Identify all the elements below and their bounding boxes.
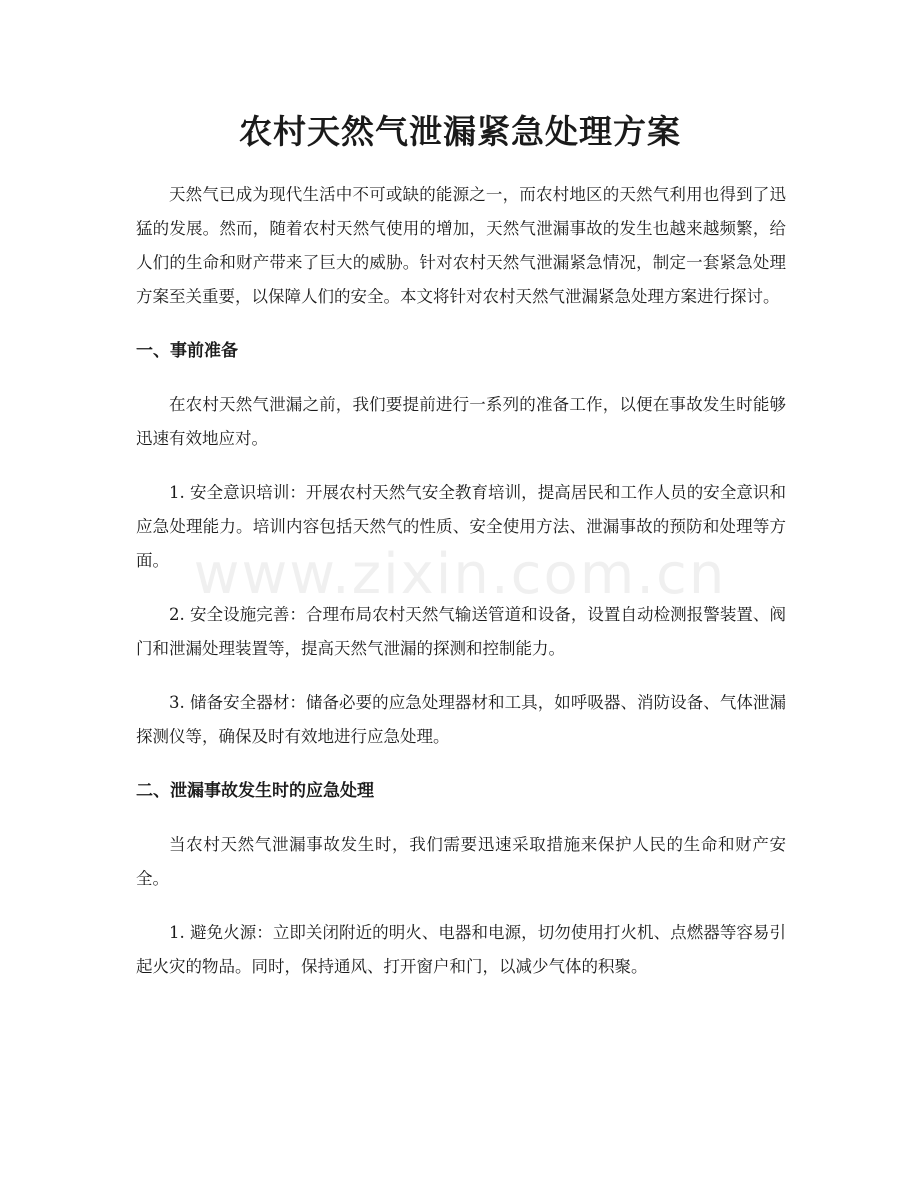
- document-title: 农村天然气泄漏紧急处理方案: [239, 112, 681, 151]
- watermark: www.zixin.com.cn: [193, 542, 727, 607]
- section2-lead: 当农村天然气泄漏事故发生时，我们需要迅速采取措施来保护人民的生命和财产安全。: [136, 835, 786, 888]
- section1-item-3: 3. 储备安全器材：储备必要的应急处理器材和工具，如呼吸器、消防设备、气体泄漏探测仪等，确保及时有效地进行应急处理。: [136, 693, 786, 746]
- section1-item-2: 2. 安全设施完善：合理布局农村天然气输送管道和设备，设置自动检测报警装置、阀门和泄漏处理装置等，提高天然气泄漏的探测和控制能力。: [136, 605, 786, 658]
- document-body: [136, 178, 786, 1004]
- section-heading-2: 二、泄漏事故发生时的应急处理: [136, 781, 374, 801]
- section-heading-1: 一、事前准备: [136, 341, 238, 361]
- section1-lead: 在农村天然气泄漏之前，我们要提前进行一系列的准备工作，以便在事故发生时能够迅速有效地应对。: [136, 395, 786, 448]
- section2-item-1: 1. 避免火源：立即关闭附近的明火、电器和电源，切勿使用打火机、点燃器等容易引起火灾的物品。同时，保持通风、打开窗户和门，以减少气体的积聚。: [136, 923, 786, 976]
- intro-paragraph: 天然气已成为现代生活中不可或缺的能源之一，而农村地区的天然气利用也得到了迅猛的发展。然而，随着农村天然气使用的增加，天然气泄漏事故的发生也越来越频繁，给人们的生命和财产带来了巨大的威胁。针对农村天然气泄漏紧急情况，制定一套紧急处理方案至关重要，以保障人们的安全。本文将针对农村天然气泄漏紧急处理方案进行探讨。: [136, 185, 786, 306]
- section1-item-1: 1. 安全意识培训：开展农村天然气安全教育培训，提高居民和工作人员的安全意识和应急处理能力。培训内容包括天然气的性质、安全使用方法、泄漏事故的预防和处理等方面。: [136, 483, 786, 570]
